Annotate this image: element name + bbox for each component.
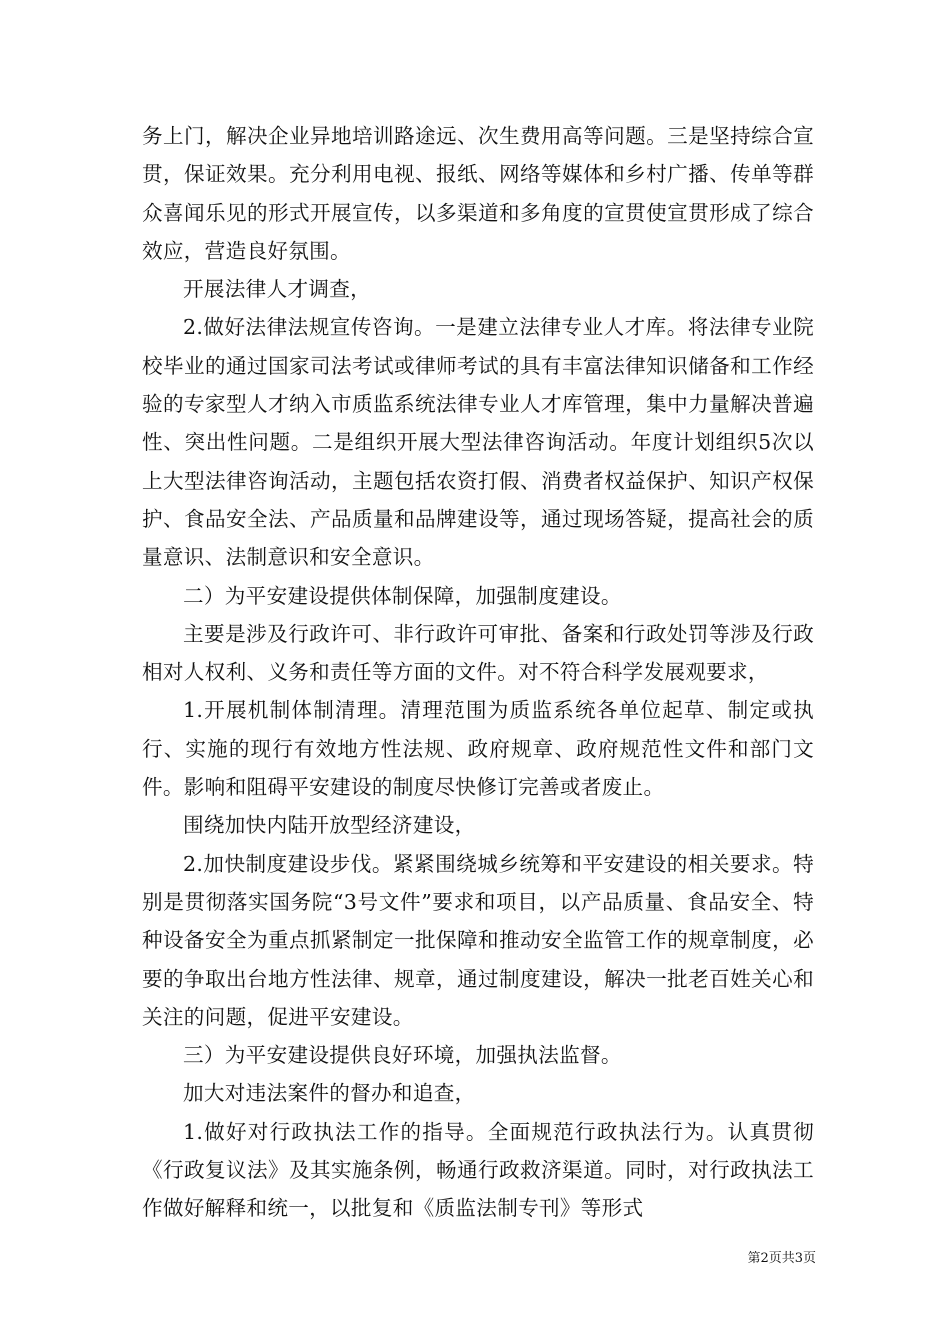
- paragraph-8: 2.加快制度建设步伐。紧紧围绕城乡统筹和平安建设的相关要求。特别是贯彻落实国务院“3号文件”要求和项目，以产品质量、食品安全、特种设备安全为重点抓紧制定一批保障和推动安全监管工作的规章制度，必要的争取出台地方性法律、规章，通过制度建设，解决一批老百姓关心和关注的问题，促进平安建设。: [142, 851, 814, 1029]
- paragraph-3: 2.做好法律法规宣传咨询。一是建立法律专业人才库。将法律专业院校毕业的通过国家司法考试或律师考试的具有丰富法律知识储备和工作经验的专家型人才纳入市质监系统法律专业人才库管理，集中力量解决普遍性、突出性问题。二是组织开展大型法律咨询活动。年度计划组织5次以上大型法律咨询活动，主题包括农资打假、消费者权益保护、知识产权保护、食品安全法、产品质量和品牌建设等，通过现场答疑，提高社会的质量意识、法制意识和安全意识。: [142, 315, 814, 570]
- paragraph-11: 1.做好对行政执法工作的指导。全面规范行政执法行为。认真贯彻《行政复议法》及其实施条例，畅通行政救济渠道。同时，对行政执法工作做好解释和统一，以批复和《质监法制专刊》等形式: [142, 1119, 814, 1221]
- paragraph-4: 二）为平安建设提供体制保障，加强制度建设。: [183, 583, 622, 608]
- paragraph-5: 主要是涉及行政许可、非行政许可审批、备案和行政处罚等涉及行政相对人权利、义务和责任等方面的文件。对不符合科学发展观要求，: [142, 621, 814, 685]
- page-number-footer: 第2页共3页: [747, 1251, 816, 1266]
- paragraph-7: 围绕加快内陆开放型经济建设，: [183, 813, 476, 838]
- paragraph-6: 1.开展机制体制清理。清理范围为质监系统各单位起草、制定或执行、实施的现行有效地方性法规、政府规章、政府规范性文件和部门文件。影响和阻碍平安建设的制度尽快修订完善或者废止。: [142, 698, 814, 800]
- paragraph-10: 加大对违法案件的督办和追查，: [183, 1081, 476, 1106]
- paragraph-9: 三）为平安建设提供良好环境，加强执法监督。: [183, 1043, 622, 1068]
- document-body: [142, 117, 814, 1228]
- paragraph-1: 务上门，解决企业异地培训路途远、次生费用高等问题。三是坚持综合宣贯，保证效果。充分利用电视、报纸、网络等媒体和乡村广播、传单等群众喜闻乐见的形式开展宣传，以多渠道和多角度的宣贯使宣贯形成了综合效应，营造良好氛围。: [142, 124, 814, 263]
- paragraph-2: 开展法律人才调查，: [183, 277, 372, 302]
